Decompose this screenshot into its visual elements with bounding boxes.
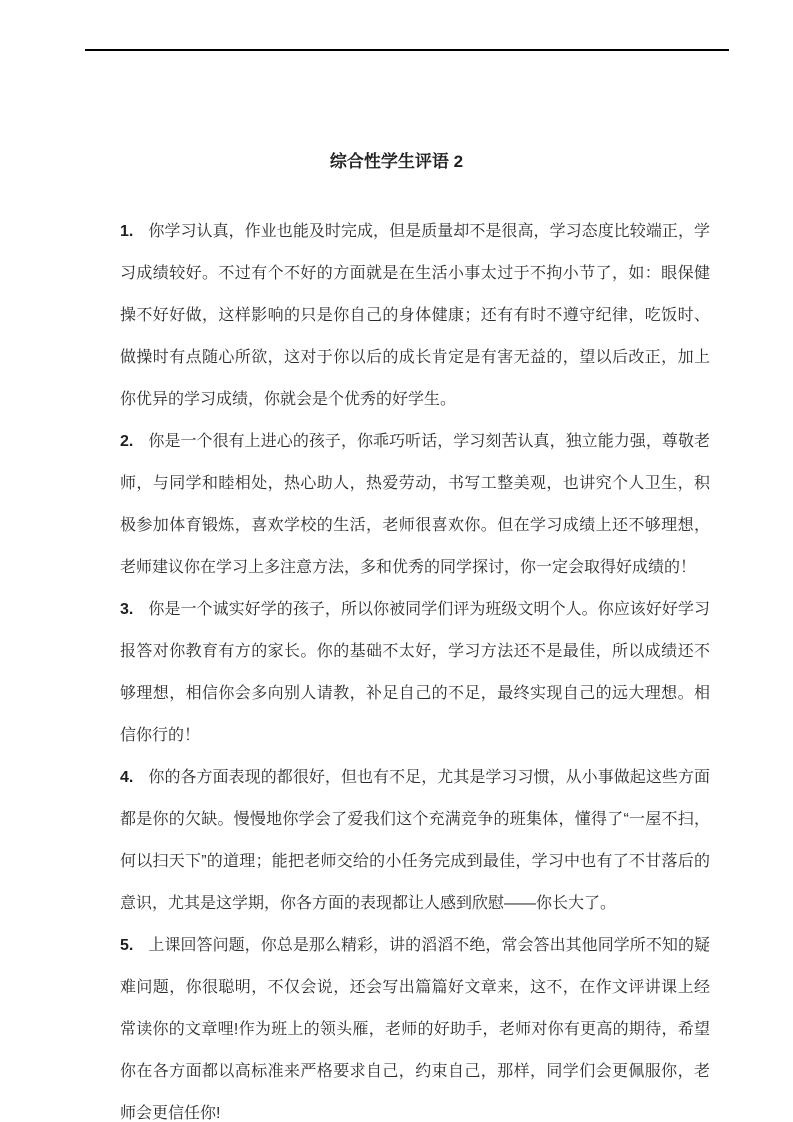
list-number-1: 1. <box>120 223 134 240</box>
comment-paragraph-5 <box>120 925 710 1122</box>
document-body <box>120 211 710 1122</box>
comment-paragraph-1 <box>120 211 710 421</box>
paragraph-text-3: 你是一个诚实好学的孩子，所以你被同学们评为班级文明个人。你应该好好学习报答对你教育有方的家长。你的基础不太好，学习方法还不是最佳，所以成绩还不够理想，相信你会多向别人请教，补足自己的不足，最终实现自己的远大理想。相信你行的！ <box>120 601 710 744</box>
list-number-5: 5. <box>120 937 134 954</box>
comment-paragraph-3 <box>120 589 710 757</box>
list-number-2: 2. <box>120 433 134 450</box>
paragraph-text-1: 你学习认真，作业也能及时完成，但是质量却不是很高，学习态度比较端正，学习成绩较好。不过有个不好的方面就是在生活小事太过于不拘小节了，如：眼保健操不好好做，这样影响的只是你自己的身体健康；还有有时不遵守纪律，吃饭时、做操时有点随心所欲，这对于你以后的成长肯定是有害无益的，望以后改正，加上你优异的学习成绩，你就会是个优秀的好学生。 <box>120 223 710 408</box>
list-number-3: 3. <box>120 601 134 618</box>
page-header-divider <box>85 49 729 51</box>
paragraph-text-4: 你的各方面表现的都很好，但也有不足，尤其是学习习惯，从小事做起这些方面都是你的欠缺。慢慢地你学会了爱我们这个充满竞争的班集体，懂得了“一屋不扫，何以扫天下”的道理；能把老师交给的小任务完成到最佳，学习中也有了不甘落后的意识，尤其是这学期，你各方面的表现都让人感到欣慰——你长大了。 <box>120 769 710 912</box>
comment-paragraph-4 <box>120 757 710 925</box>
comment-paragraph-2 <box>120 421 710 589</box>
list-number-4: 4. <box>120 769 134 786</box>
document-title: 综合性学生评语 2 <box>329 152 464 171</box>
paragraph-text-2: 你是一个很有上进心的孩子，你乖巧听话，学习刻苦认真，独立能力强，尊敬老师，与同学和睦相处，热心助人，热爱劳动，书写工整美观，也讲究个人卫生，积极参加体育锻炼，喜欢学校的生活，老师很喜欢你。但在学习成绩上还不够理想，老师建议你在学习上多注意方法，多和优秀的同学探讨，你一定会取得好成绩的！ <box>120 433 710 576</box>
paragraph-text-5: 上课回答问题，你总是那么精彩，讲的滔滔不绝，常会答出其他同学所不知的疑难问题，你很聪明，不仅会说，还会写出篇篇好文章来，这不，在作文评讲课上经常读你的文章哩!作为班上的领头雁，老师的好助手，老师对你有更高的期待，希望你在各方面都以高标准来严格要求自己，约束自己，那样，同学们会更佩服你，老师会更信任你! <box>120 937 710 1122</box>
